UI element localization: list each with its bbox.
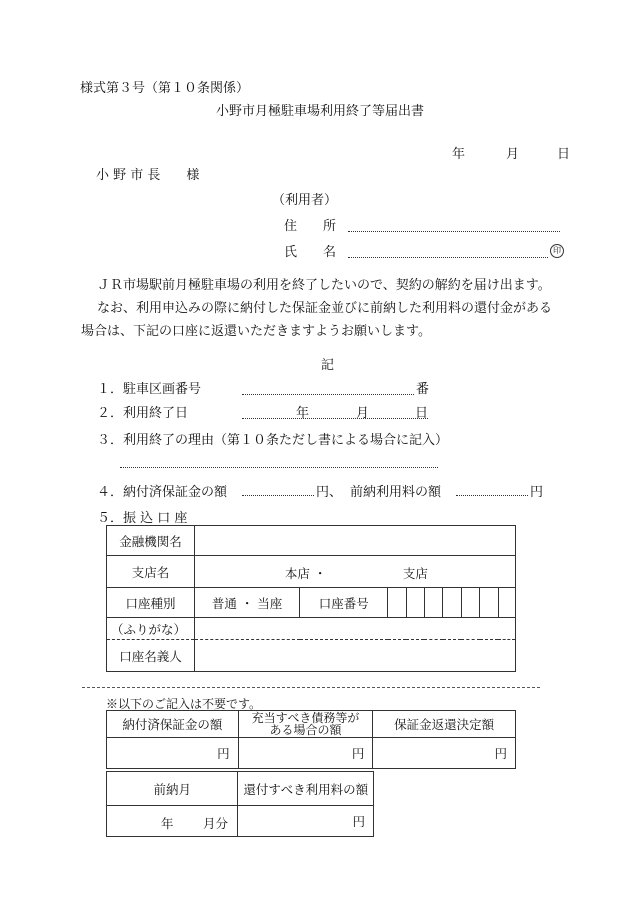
end-date-field[interactable] — [242, 418, 428, 419]
applicant-label: （利用者） — [272, 193, 338, 208]
deposit-paid-cell[interactable]: 円 — [107, 738, 239, 769]
offset-debt-header-line1: 充当すべき債務等が — [251, 711, 360, 725]
seal-mark: 印 — [550, 242, 564, 258]
account-number-label: 口座番号 — [300, 588, 388, 618]
refund-amount-header: 保証金返還決定額 — [373, 711, 516, 738]
account-digit-7[interactable] — [498, 588, 516, 618]
body-line-2: なお、利用申込みの際に納付した保証金並びに前納した利用料の還付金がある — [97, 301, 553, 316]
office-note: ※以下のご記入は不要です。 — [106, 697, 262, 711]
address-field[interactable] — [348, 231, 560, 232]
bank-name-cell[interactable] — [194, 526, 515, 556]
branch-label: 支店名 — [107, 556, 195, 588]
item5-label: ５．振 込 口 座 — [97, 511, 188, 526]
offset-debt-header — [238, 711, 373, 738]
item4-yen: 円、 — [316, 485, 343, 500]
bank-name-label: 金融機関名 — [107, 526, 195, 556]
prepaid-year-unit: 年 — [161, 816, 174, 831]
office-table-2 — [106, 771, 374, 837]
form-number: 様式第３号（第１０条関係） — [80, 81, 250, 96]
item2-label: ２．利用終了日 — [97, 406, 189, 421]
name-label: 氏 名 — [284, 245, 337, 260]
account-holder-cell[interactable] — [194, 640, 515, 672]
item4-label: ４．納付済保証金の額 — [97, 485, 228, 500]
head-office-option: 本店 ・ — [284, 566, 327, 581]
item4-prepaid-yen: 円 — [530, 485, 544, 500]
account-digit-3[interactable] — [424, 588, 442, 618]
refund-amount-cell[interactable]: 円 — [373, 738, 516, 769]
body-line-1: ＪＲ市場駅前月極駐車場の利用を終了したいので、契約の解約を届け出ます。 — [97, 278, 551, 293]
ki-heading: 記 — [321, 358, 335, 373]
item1-label: １．駐車区画番号 — [97, 382, 202, 397]
prepaid-amount-field[interactable] — [456, 495, 528, 496]
account-digit-6[interactable] — [480, 588, 498, 618]
form-title: 小野市月極駐車場利用終了等届出書 — [216, 104, 425, 119]
bank-account-table — [106, 525, 516, 672]
item2-month: 月 — [356, 406, 370, 421]
deposit-paid-header: 納付済保証金の額 — [107, 711, 239, 738]
item1-suffix: 番 — [416, 382, 430, 397]
address-label: 住 所 — [284, 219, 337, 234]
branch-cell[interactable] — [194, 556, 515, 588]
date-year: 年 — [452, 147, 466, 162]
account-digit-2[interactable] — [406, 588, 424, 618]
item4-prepaid-label: 前納利用料の額 — [350, 485, 442, 500]
date-month: 月 — [506, 147, 520, 162]
cut-line — [82, 687, 540, 688]
account-type-value[interactable]: 普通 ・ 当座 — [194, 588, 299, 618]
refundable-fee-header: 還付すべき利用料の額 — [238, 772, 374, 806]
branch-option: 支店 — [402, 566, 428, 581]
item2-year: 年 — [296, 406, 310, 421]
furigana-label: （ふりがな） — [107, 618, 195, 640]
prepaid-month-header: 前納月 — [107, 772, 238, 806]
addressee: 小 野 市 長 様 — [96, 168, 200, 183]
office-table-1 — [106, 710, 516, 769]
name-field[interactable] — [348, 257, 548, 258]
deposit-amount-field[interactable] — [242, 495, 314, 496]
item2-day: 日 — [415, 406, 429, 421]
offset-debt-header-line2: ある場合の額 — [269, 723, 342, 737]
account-holder-label: 口座名義人 — [107, 640, 195, 672]
refundable-fee-cell[interactable]: 円 — [238, 806, 374, 837]
parking-number-field[interactable] — [242, 394, 414, 395]
date-day: 日 — [557, 147, 571, 162]
account-digit-1[interactable] — [388, 588, 406, 618]
account-type-label: 口座種別 — [107, 588, 195, 618]
reason-field[interactable] — [120, 467, 438, 468]
body-line-3: 場合は、下記の口座に返還いただきますようお願いします。 — [81, 324, 431, 339]
account-digit-5[interactable] — [461, 588, 479, 618]
prepaid-month-unit: 月分 — [203, 816, 229, 831]
item3-label: ３．利用終了の理由（第１０条ただし書による場合に記入） — [97, 433, 449, 448]
furigana-cell[interactable] — [194, 618, 515, 640]
prepaid-month-cell[interactable] — [107, 806, 238, 837]
account-digit-4[interactable] — [443, 588, 461, 618]
offset-debt-cell[interactable]: 円 — [238, 738, 373, 769]
